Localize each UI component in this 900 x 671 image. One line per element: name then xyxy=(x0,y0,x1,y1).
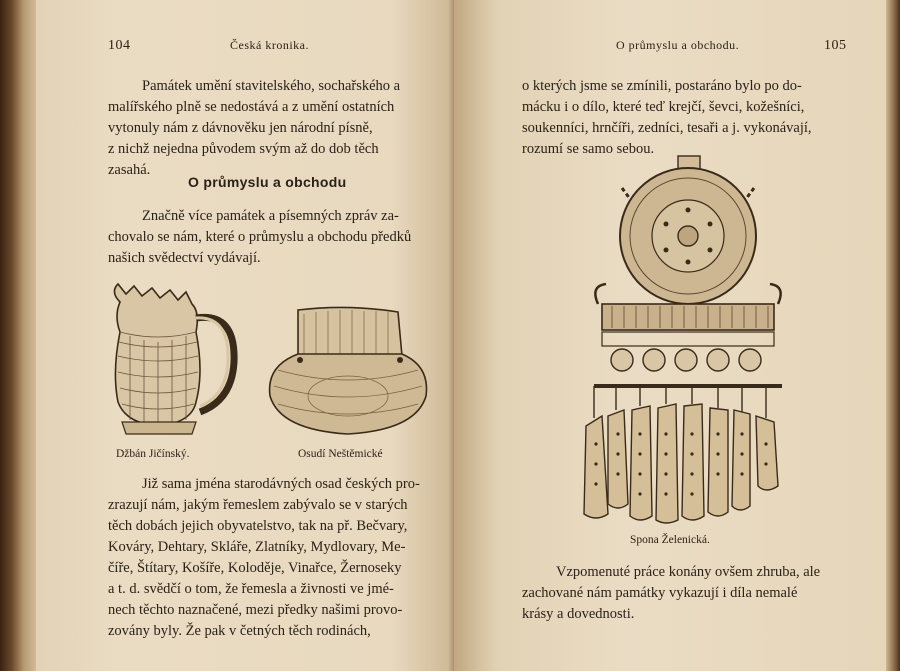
text-line: Památek umění stavitelského, sochařského a xyxy=(142,78,401,94)
page-number-right: 105 xyxy=(824,38,847,53)
text-line: zachované nám památky vykazují i díla nemalé xyxy=(522,585,798,601)
text-line: rozumí se samo sebou. xyxy=(522,141,655,157)
right-page xyxy=(454,0,886,671)
running-title-right: O průmyslu a obchodu. xyxy=(616,38,740,52)
text-line: vytonuly nám z dávnověku jen národní písně, xyxy=(108,120,373,136)
text-line: zovány byly. Že pak v četných těch rodinách, xyxy=(108,623,371,639)
right-paragraph-1 xyxy=(522,76,854,160)
text-line: Kováry, Dehtary, Skláře, Zlatníky, Mydlovary, Me- xyxy=(108,539,406,555)
jug-illustration xyxy=(100,272,250,442)
text-line: o kterých jsme se zmínili, postaráno bylo po do- xyxy=(522,78,802,94)
book-edge-right xyxy=(886,0,900,671)
left-paragraph-2 xyxy=(108,206,436,269)
caption-brooch: Spona Želenická. xyxy=(630,534,710,546)
brooch-illustration xyxy=(578,154,798,526)
left-page xyxy=(36,0,454,671)
book-edge-left xyxy=(0,0,40,671)
text-line: malířského plně se nedostává a z umění ostatních xyxy=(108,99,395,115)
text-line: našich svědectví vydávají. xyxy=(108,250,261,266)
text-line: Již sama jména starodávných osad českých pro- xyxy=(142,476,420,492)
left-paragraph-3 xyxy=(108,474,436,642)
text-line: zasahá. xyxy=(108,162,151,178)
text-line: těch dobách jejich obyvatelstvo, tak na př. Bečvary, xyxy=(108,518,408,534)
text-line: mácku i o dílo, které teď krejčí, ševci, kožešníci, xyxy=(522,99,805,115)
caption-urn: Osudí Neštěmické xyxy=(298,448,383,460)
running-title-left: Česká kronika. xyxy=(230,38,309,52)
text-line: krásy a dovednosti. xyxy=(522,606,635,622)
text-line: z nichž nejedna původem svým až do dob těch xyxy=(108,141,379,157)
section-heading: O průmyslu a obchodu xyxy=(188,174,347,190)
text-line: soukenníci, hrnčíři, zedníci, tesaři a j. vykonávají, xyxy=(522,120,812,136)
text-line: Vzpomenuté práce konány ovšem zhruba, ale xyxy=(556,564,821,580)
text-line: chovalo se nám, které o průmyslu a obchodu předků xyxy=(108,229,412,245)
page-number-left: 104 xyxy=(108,38,131,53)
right-paragraph-2 xyxy=(522,562,854,625)
text-line: Značně více památek a písemných zpráv za- xyxy=(142,208,399,224)
left-paragraph-1 xyxy=(108,76,436,181)
urn-illustration xyxy=(258,304,438,440)
text-line: nech těchto naznačené, mezi předky našimi provo- xyxy=(108,602,403,618)
text-line: a t. d. svědčí o tom, že řemesla a živnosti ve jmé- xyxy=(108,581,394,597)
caption-jug: Džbán Jičínský. xyxy=(116,448,190,460)
text-line: číře, Štítary, Košíře, Koloděje, Vinařce, Žernoseky xyxy=(108,560,402,576)
text-line: zrazují nám, jakým řemeslem zabývalo se v starých xyxy=(108,497,408,513)
